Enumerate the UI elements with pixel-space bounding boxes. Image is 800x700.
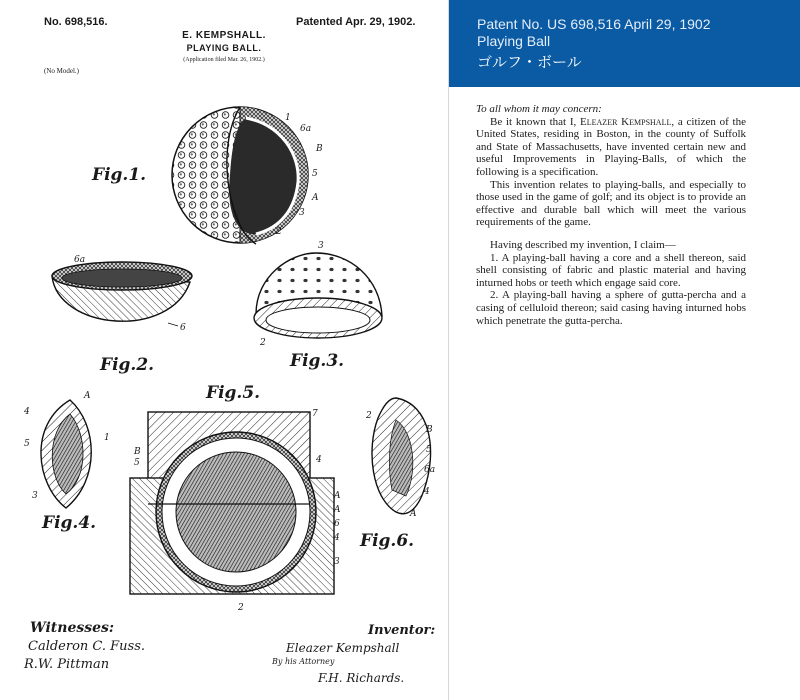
patent-title-english: Playing Ball xyxy=(477,33,551,49)
claim-2: 2. A playing-ball having a sphere of gutta-percha and a casing of celluloid thereon; said casing having inturned hobs which penetrate the gutta-percha. xyxy=(476,289,746,327)
para1-rest: , a citizen of the United States, residing in Boston, in the county of Suffolk and State of Massachusetts, have invented certain new and useful Improvements in Playing-Balls, of which the following is a specification. xyxy=(476,115,746,178)
inventor-label: Inventor: xyxy=(368,623,436,638)
para1-lead: Be it known that I, xyxy=(490,115,581,128)
inventor-signature: Eleazer Kempshall xyxy=(286,641,400,655)
fig5-ref: A xyxy=(334,491,341,501)
sheet-patent-date: Patented Apr. 29, 1902. xyxy=(296,16,416,28)
sheet-patent-number: No. 698,516. xyxy=(44,16,108,28)
fig5-label: Fig.5. xyxy=(206,383,261,403)
fig6-label: Fig.6. xyxy=(360,531,415,551)
fig6-ref: A xyxy=(410,509,417,519)
fig1-label: Fig.1. xyxy=(92,165,147,185)
sheet-filed-date: (Application filed Mar. 26, 1902.) xyxy=(183,57,265,63)
fig1-ref: 5 xyxy=(312,169,318,179)
fig6-section-drawing xyxy=(372,398,431,514)
fig5-ref: 6 xyxy=(334,519,340,529)
sheet-model-note: (No Model.) xyxy=(44,67,79,75)
sheet-inventor-name: E. KEMPSHALL. xyxy=(182,30,266,41)
fig2-label: Fig.2. xyxy=(100,355,155,375)
sheet-title: PLAYING BALL. xyxy=(186,43,262,53)
fig5-ref: 5 xyxy=(134,458,140,468)
fig1-ref: 3 xyxy=(299,208,305,218)
attorney-label: By his Attorney xyxy=(272,657,335,666)
patent-specification-text xyxy=(476,103,746,327)
fig3-label: Fig.3. xyxy=(290,351,345,371)
fig4-ref: 4 xyxy=(24,407,30,417)
fig5-ref: 7 xyxy=(312,409,318,419)
fig2-shell-drawing xyxy=(52,262,192,326)
fig5-ref: 4 xyxy=(316,455,322,465)
fig1-ball-drawing xyxy=(172,105,314,244)
fig5-ref: A xyxy=(334,505,341,515)
fig1-ref: A xyxy=(312,193,319,203)
patent-number-date: Patent No. US 698,516 April 29, 1902 xyxy=(477,16,711,32)
fig6-ref: 2 xyxy=(366,411,372,421)
spec-paragraph-2: This invention relates to playing-balls, and especially to those used in the game of golf; and its object is to provide an effective and durable ball which will meet the various requirements of the game. xyxy=(476,178,746,229)
fig3-hemisphere-drawing xyxy=(254,253,382,338)
inventor-name: Eleazer Kempshall xyxy=(580,115,672,128)
fig3-ref: 2 xyxy=(260,338,266,348)
fig5-ref: 3 xyxy=(334,557,340,567)
fig6-ref: 4 xyxy=(424,487,430,497)
witness-signature-1: Calderon C. Fuss. xyxy=(28,639,146,654)
fig1-ref: B xyxy=(316,144,323,154)
fig4-label: Fig.4. xyxy=(42,513,97,533)
patent-info-banner xyxy=(449,0,800,87)
spec-paragraph-1 xyxy=(476,116,746,179)
fig5-ref: 4 xyxy=(334,533,340,543)
fig6-ref: 6a xyxy=(424,465,436,475)
fig5-mold-drawing xyxy=(130,412,334,594)
fig4-ref: A xyxy=(84,391,91,401)
claims-intro: Having described my invention, I claim— xyxy=(490,238,676,251)
fig3-ref: 3 xyxy=(318,241,324,251)
fig1-ref: 6a xyxy=(300,124,312,134)
witnesses-label: Witnesses: xyxy=(30,620,115,636)
fig2-ref: 6a xyxy=(74,255,86,265)
patent-title-japanese: ゴルフ・ボール xyxy=(477,53,582,71)
salutation: To all whom it may concern: xyxy=(476,103,602,115)
fig6-ref: B xyxy=(426,425,433,435)
fig4-ref: 3 xyxy=(32,491,38,501)
fig5-ref: 2 xyxy=(238,603,244,613)
fig4-lens-drawing xyxy=(41,400,91,508)
claim-1: 1. A playing-ball having a core and a shell thereon, said shell consisting of fabric and plastic material and having inturned hobs or teeth which engage said core. xyxy=(476,251,746,289)
fig1-ref: 2 xyxy=(276,227,282,237)
fig4-ref: 1 xyxy=(104,433,110,443)
fig5-ref: B xyxy=(134,447,141,457)
attorney-signature: F.H. Richards. xyxy=(318,671,405,685)
fig6-ref: 5 xyxy=(426,445,432,455)
witness-signature-2: R.W. Pittman xyxy=(24,657,110,672)
fig2-ref: 6 xyxy=(180,323,186,333)
fig4-ref: 5 xyxy=(24,439,30,449)
fig1-ref: 1 xyxy=(285,113,291,123)
